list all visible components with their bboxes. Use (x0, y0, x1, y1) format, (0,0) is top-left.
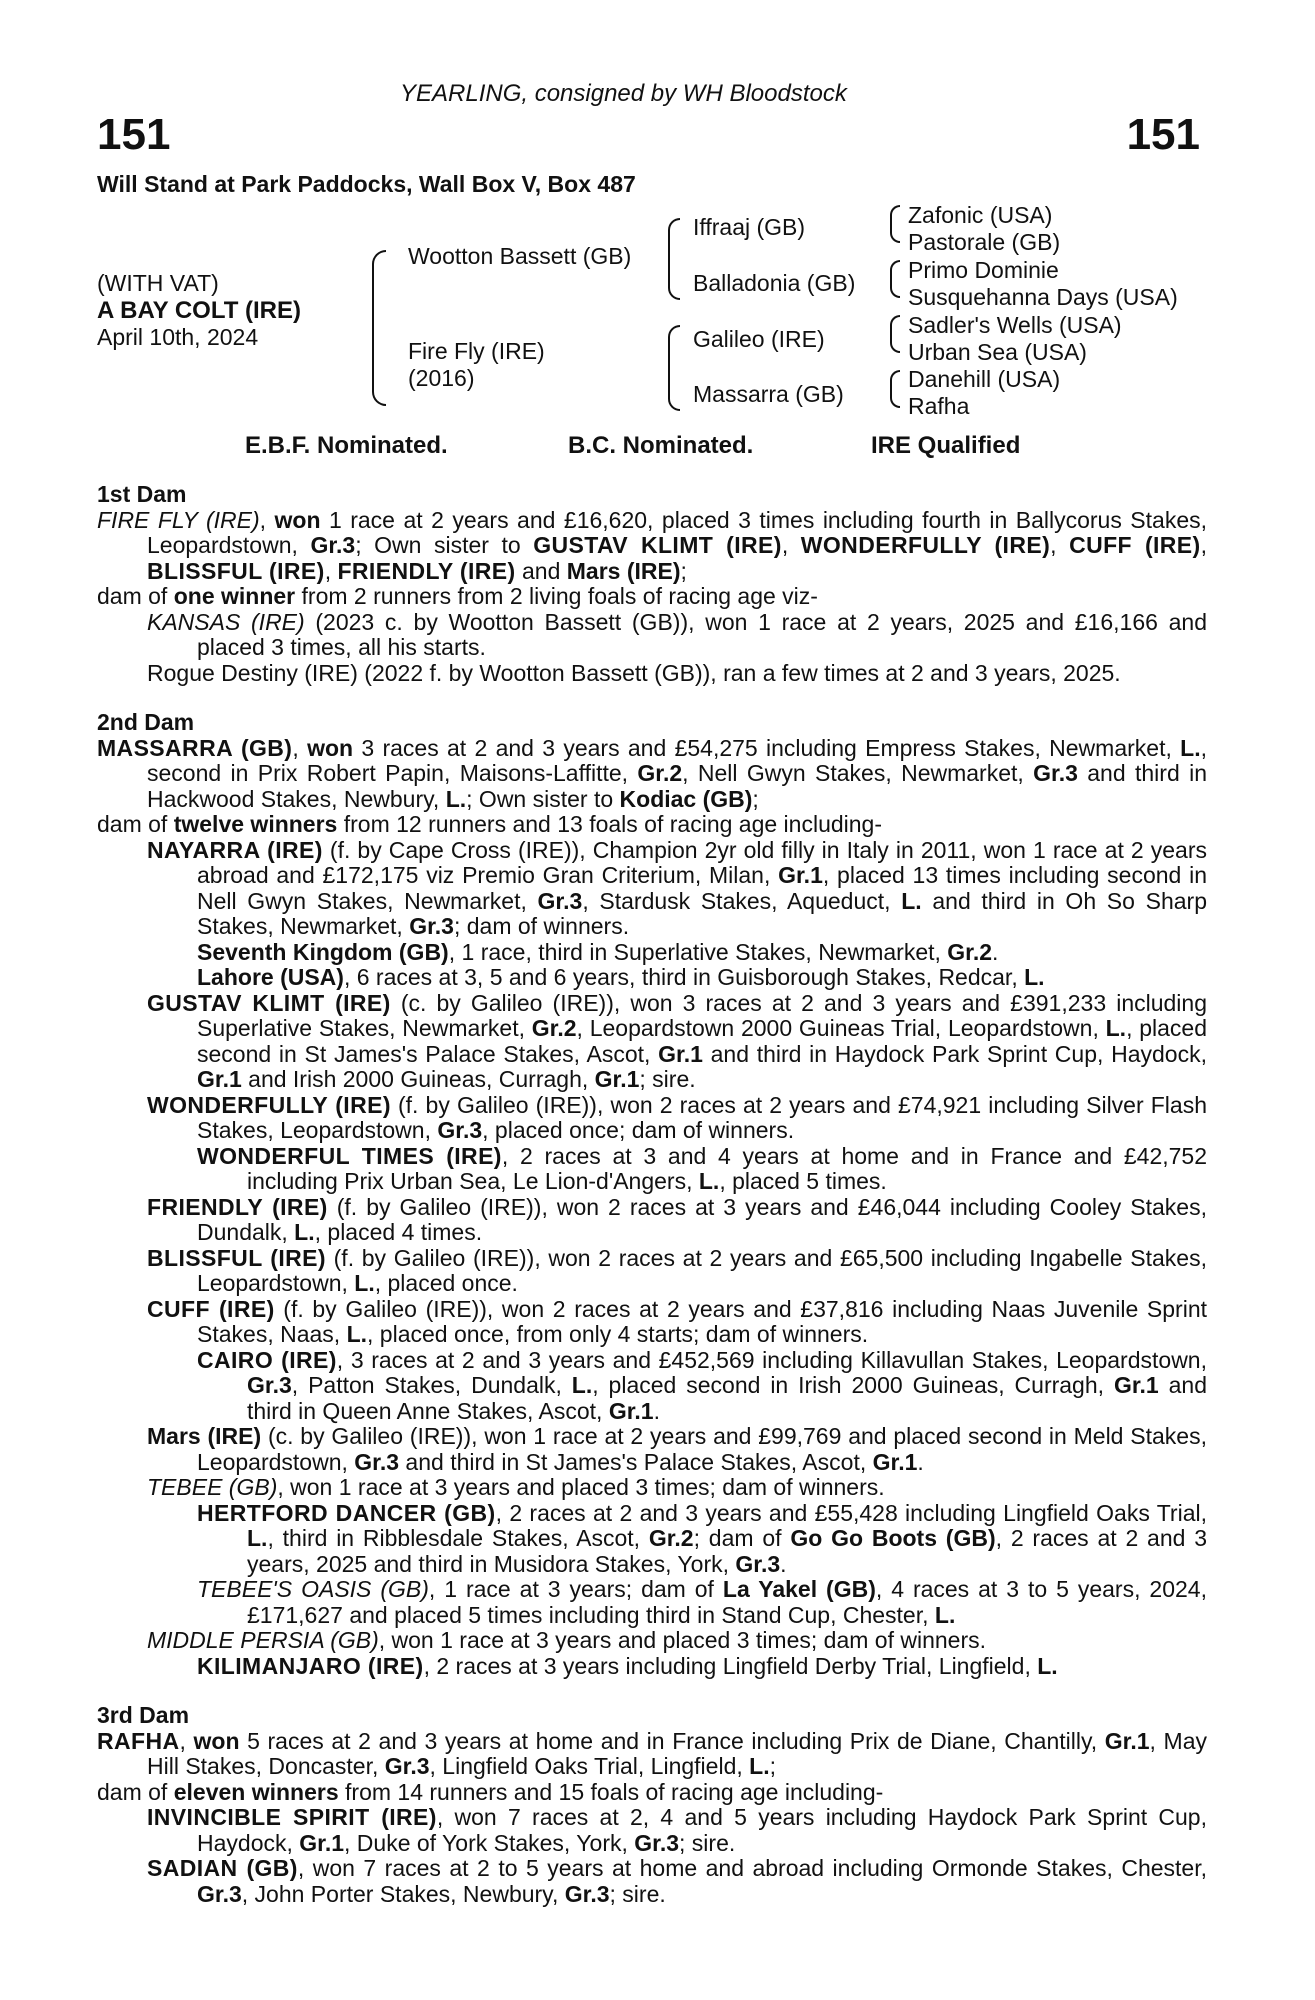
pedigree-dsd: Urban Sea (USA) (908, 339, 1087, 365)
dam1-produce-summary: dam of one winner from 2 runners from 2 living foals of racing age viz- (97, 583, 818, 609)
produce-kansas: KANSAS (IRE) (2023 c. by Wootton Bassett (GB)), won 1 race at 2 years, 2025 and £16,166 and placed 3 times, all his starts. (147, 608, 1207, 660)
pedigree-brace-ds (890, 315, 900, 353)
produce-middle-persia: MIDDLE PERSIA (GB), won 1 race at 3 years and placed 3 times; dam of winners. (147, 1627, 987, 1653)
pedigree-ddd: Rafha (908, 393, 970, 419)
pedigree-dss: Sadler's Wells (USA) (908, 312, 1122, 338)
dam3-produce-summary: dam of eleven winners from 14 runners and 15 foals of racing age including- (97, 1778, 884, 1805)
produce-blissful: BLISSFUL (IRE) (f. by Galileo (IRE)), won 2 races at 2 years and £65,500 including Ingabelle Stakes, Leopardstown, L., placed once. (147, 1244, 1207, 1296)
pedigree-sire-dam: Balladonia (GB) (693, 270, 856, 296)
produce-seventh-kingdom: Seventh Kingdom (GB), 1 race, third in Superlative Stakes, Newmarket, Gr.2. (197, 938, 999, 965)
pedigree-sire-sire: Iffraaj (GB) (693, 214, 806, 240)
pedigree-brace-dam (668, 325, 680, 411)
pedigree-sds: Primo Dominie (908, 257, 1059, 283)
dam3-paragraph: RAFHA, won 5 races at 2 and 3 years at home and in France including Prix de Diane, Chantilly, Gr.1, May Hill Stakes, Doncaster, Gr.3, Lingfield Oaks Trial, Lingfield, L.; (97, 1727, 1207, 1779)
produce-nayarra: NAYARRA (IRE) (f. by Cape Cross (IRE)), Champion 2yr old filly in Italy in 2011, won 1 race at 2 years abroad and £172,175 viz Premio Gran Criterium, Milan, Gr.1, placed 13 times including second in Nell Gwyn Stakes, Newmarket, Gr.3, Stardusk Stakes, Aqueduct, L. and third in Oh So Sharp Stakes, Newmarket, Gr.3; dam of winners. (147, 836, 1207, 939)
pedigree-dam-sire: Galileo (IRE) (693, 326, 825, 352)
produce-kilimanjaro: KILIMANJARO (IRE), 2 races at 3 years including Lingfield Derby Trial, Lingfield, L. (197, 1652, 1058, 1679)
produce-wonderful-times: WONDERFUL TIMES (IRE), 2 races at 3 and 4 years at home and in France and £42,752 including Prix Urban Sea, Le Lion-d'Angers, L., placed 5 times. (197, 1142, 1208, 1194)
produce-lahore: Lahore (USA), 6 races at 3, 5 and 6 years, third in Guisborough Stakes, Redcar, L. (197, 964, 1045, 990)
pedigree-dam-dam: Massarra (GB) (693, 381, 844, 407)
ire-qualified: IRE Qualified (871, 432, 1021, 459)
pedigree-ssd: Pastorale (GB) (908, 229, 1061, 255)
pedigree-dds: Danehill (USA) (908, 366, 1061, 392)
pedigree-brace-main (372, 250, 386, 406)
section-heading-1st-dam: 1st Dam (97, 481, 187, 507)
lot-number-left: 151 (97, 110, 171, 159)
ebf-nominated: E.B.F. Nominated. (245, 432, 448, 459)
produce-friendly: FRIENDLY (IRE) (f. by Galileo (IRE)), won 2 races at 3 years and £46,044 including Cooley Stakes, Dundalk, L., placed 4 times. (147, 1193, 1207, 1245)
vat-note: (WITH VAT) (97, 270, 219, 296)
consignment-line: YEARLING, consigned by WH Bloodstock (400, 80, 847, 107)
pedigree-dam: Fire Fly (IRE) (408, 338, 545, 364)
produce-wonderfully: WONDERFULLY (IRE) (f. by Galileo (IRE)), won 2 races at 2 years and £74,921 including Silver Flash Stakes, Leopardstown, Gr.3, placed once; dam of winners. (147, 1091, 1207, 1143)
dam2-produce-summary: dam of twelve winners from 12 runners and 13 foals of racing age including- (97, 811, 882, 837)
lot-number-right: 151 (1126, 110, 1200, 159)
horse-dob: April 10th, 2024 (97, 324, 259, 350)
produce-hertford-dancer: HERTFORD DANCER (GB), 2 races at 2 and 3 years and £55,428 including Lingfield Oaks Trial, L., third in Ribblesdale Stakes, Ascot, Gr.2; dam of Go Go Boots (GB), 2 races at 2 and 3 years, 2025 and third in Musidora Stakes, York, Gr.3. (197, 1499, 1208, 1577)
produce-rogue-destiny: Rogue Destiny (IRE) (2022 f. by Wootton Bassett (GB)), ran a few times at 2 and 3 years, 2025. (147, 659, 1121, 686)
produce-gustav-klimt: GUSTAV KLIMT (IRE) (c. by Galileo (IRE)), won 3 races at 2 and 3 years and £391,233 including Superlative Stakes, Newmarket, Gr.2, Leopardstown 2000 Guineas Trial, Leopardstown, L., placed second in St James's Palace Stakes, Ascot, Gr.1 and third in Haydock Park Sprint Cup, Haydock, Gr.1 and Irish 2000 Guineas, Curragh, Gr.1; sire. (147, 989, 1207, 1092)
pedigree-sss: Zafonic (USA) (908, 202, 1053, 228)
produce-invincible-spirit: INVINCIBLE SPIRIT (IRE), won 7 races at 2, 4 and 5 years including Haydock Park Sprint Cup, Haydock, Gr.1, Duke of York Stakes, York, Gr.3; sire. (147, 1804, 1207, 1856)
section-heading-3rd-dam: 3rd Dam (97, 1702, 190, 1728)
horse-name: A BAY COLT (IRE) (97, 297, 302, 324)
pedigree-sire: Wootton Bassett (GB) (408, 243, 632, 269)
produce-cuff: CUFF (IRE) (f. by Galileo (IRE)), won 2 races at 2 years and £37,816 including Naas Juvenile Sprint Stakes, Naas, L., placed once, from only 4 starts; dam of winners. (147, 1295, 1207, 1347)
produce-tebee: TEBEE (GB), won 1 race at 3 years and placed 3 times; dam of winners. (147, 1474, 885, 1500)
produce-tebees-oasis: TEBEE'S OASIS (GB), 1 race at 3 years; dam of La Yakel (GB), 4 races at 3 to 5 years, 2024, £171,627 and placed 5 times including third in Stand Cup, Chester, L. (197, 1576, 1207, 1628)
pedigree-dam-year: (2016) (408, 365, 475, 391)
dam1-paragraph: FIRE FLY (IRE), won 1 race at 2 years and £16,620, placed 3 times including fourth in Ballycorus Stakes, Leopardstown, Gr.3; Own sister to GUSTAV KLIMT (IRE), WONDERFULLY (IRE), CUFF (IRE), BLISSFUL (IRE), FRIENDLY (IRE) and Mars (IRE); (97, 506, 1207, 584)
produce-cairo: CAIRO (IRE), 3 races at 2 and 3 years and £452,569 including Killavullan Stakes, Leopardstown, Gr.3, Patton Stakes, Dundalk, L., placed second in Irish 2000 Guineas, Curragh, Gr.1 and third in Queen Anne Stakes, Ascot, Gr.1. (197, 1346, 1208, 1424)
pedigree-brace-dd (890, 370, 900, 408)
pedigree-sdd: Susquehanna Days (USA) (908, 284, 1178, 310)
catalogue-body (97, 482, 1207, 1907)
pedigree-brace-sd (890, 260, 900, 298)
dam2-paragraph: MASSARRA (GB), won 3 races at 2 and 3 years and £54,275 including Empress Stakes, Newmarket, L., second in Prix Robert Papin, Maisons-Laffitte, Gr.2, Nell Gwyn Stakes, Newmarket, Gr.3 and third in Hackwood Stakes, Newbury, L.; Own sister to Kodiac (GB); (97, 734, 1207, 812)
dam1-name: FIRE FLY (IRE) (97, 506, 260, 533)
pedigree-brace-ss (890, 205, 900, 243)
produce-sadian: SADIAN (GB), won 7 races at 2 to 5 years at home and abroad including Ormonde Stakes, Chester, Gr.3, John Porter Stakes, Newbury, Gr.3; sire. (147, 1855, 1208, 1907)
section-heading-2nd-dam: 2nd Dam (97, 709, 195, 735)
produce-mars: Mars (IRE) (c. by Galileo (IRE)), won 1 race at 2 years and £99,769 and placed second in Meld Stakes, Leopardstown, Gr.3 and third in St James's Palace Stakes, Ascot, Gr.1. (147, 1423, 1207, 1475)
stand-location: Will Stand at Park Paddocks, Wall Box V, Box 487 (97, 171, 636, 197)
pedigree-brace-sire (668, 218, 680, 300)
bc-nominated: B.C. Nominated. (568, 432, 754, 459)
